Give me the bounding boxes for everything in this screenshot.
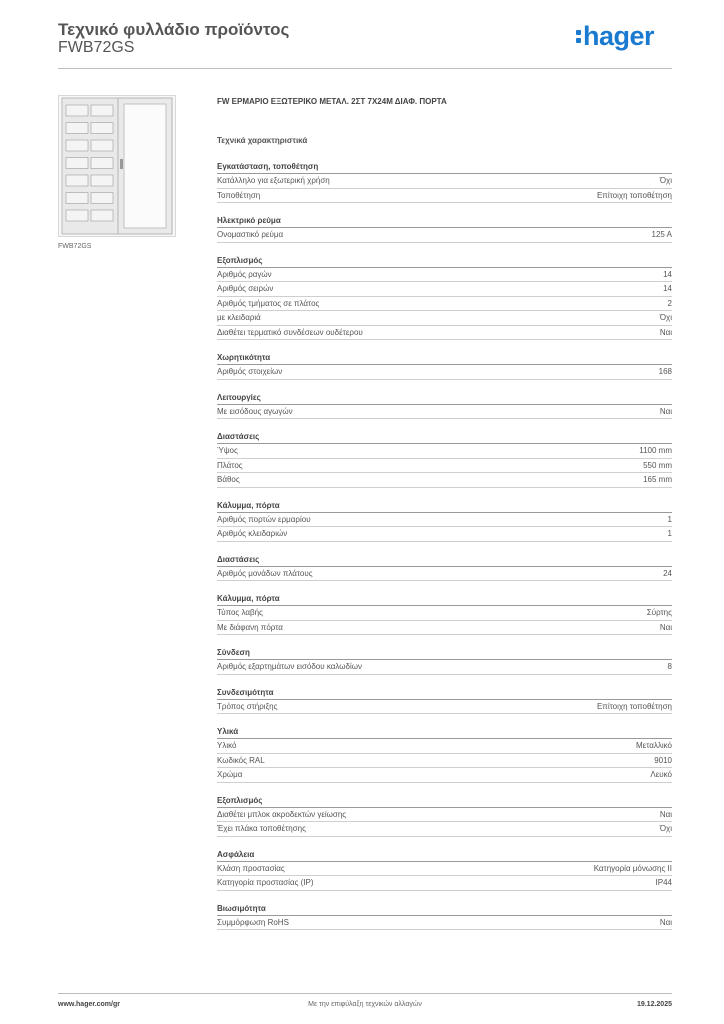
spec-label: Ονομαστικό ρεύμα — [217, 230, 284, 239]
spec-row — [217, 311, 672, 326]
product-code: FWB72GS — [58, 39, 135, 56]
page-title: Τεχνικό φυλλάδιο προϊόντος — [58, 20, 290, 39]
rail-module — [91, 175, 113, 186]
spec-group — [217, 646, 672, 675]
spec-row — [217, 768, 672, 783]
spec-row — [217, 282, 672, 297]
page-footer — [58, 993, 672, 1008]
spec-value: Σύρτης — [646, 608, 672, 617]
spec-group-title: Χωρητικότητα — [217, 351, 672, 365]
spec-value: Ναι — [659, 327, 672, 337]
spec-value: Επίτοιχη τοποθέτηση — [596, 190, 672, 200]
spec-value: Μεταλλικό — [635, 741, 672, 750]
rail-module — [91, 140, 113, 151]
spec-row — [217, 365, 672, 380]
section-heading: Τεχνικά χαρακτηριστικά — [217, 136, 308, 145]
rail-module — [91, 193, 113, 204]
rail-module — [66, 158, 88, 169]
spec-row — [217, 268, 672, 283]
rail-module — [66, 193, 88, 204]
spec-row — [217, 754, 672, 769]
spec-row — [217, 862, 672, 877]
spec-label: Συμμόρφωση RoHS — [217, 917, 289, 927]
spec-row — [217, 174, 672, 189]
spec-label: Τρόπος στήριξης — [217, 701, 278, 711]
spec-group — [217, 254, 672, 341]
spec-label: Υλικό — [217, 741, 237, 750]
spec-value: 1 — [667, 529, 672, 538]
header-divider — [58, 68, 672, 69]
spec-label: Διαθέτει τερματικό συνδέσεων ουδέτερου — [217, 327, 363, 337]
spec-value: 24 — [663, 568, 672, 578]
spec-label: με κλειδαριά — [217, 313, 261, 322]
spec-label: Έχει πλάκα τοποθέτησης — [217, 824, 306, 833]
product-description: FW ΕΡΜΑΡΙΟ ΕΞΩΤΕΡΙΚΟ ΜΕΤΑΛ. 2ΣΤ 7Χ24Μ ΔΙΑΦ. ΠΟΡΤΑ — [217, 97, 447, 106]
spec-content — [217, 97, 672, 941]
logo-text: hager — [582, 21, 654, 51]
spec-group-title: Συνδεσιμότητα — [217, 686, 672, 700]
spec-group-title: Κάλυμμα, πόρτα — [217, 499, 672, 513]
spec-group-title: Σύνδεση — [217, 646, 672, 660]
spec-group-title: Διαστάσεις — [217, 553, 672, 567]
spec-label: Βάθος — [217, 475, 240, 484]
spec-row — [217, 473, 672, 488]
spec-label: Ύψος — [217, 446, 238, 455]
spec-group-title: Λειτουργίες — [217, 391, 672, 405]
spec-value: 1100 mm — [639, 446, 672, 455]
rail-module — [91, 123, 113, 134]
spec-value: 8 — [667, 662, 672, 671]
page-header — [58, 20, 672, 70]
spec-value: 168 — [658, 367, 672, 376]
rail-module — [66, 210, 88, 221]
spec-group — [217, 499, 672, 542]
spec-value: 1 — [667, 514, 672, 524]
logo-mark-icon — [576, 30, 581, 43]
rail-module — [66, 105, 88, 116]
spec-row — [217, 527, 672, 542]
spec-label: Διαθέτει μπλοκ ακροδεκτών γείωσης — [217, 809, 347, 819]
spec-label: Χρώμα — [217, 770, 243, 779]
hager-logo — [576, 22, 654, 50]
spec-value: Επίτοιχη τοποθέτηση — [596, 701, 672, 711]
spec-row — [217, 606, 672, 621]
spec-label: Κωδικός RAL — [217, 755, 265, 765]
spec-group — [217, 160, 672, 203]
spec-group-title: Εγκατάσταση, τοποθέτηση — [217, 160, 672, 174]
spec-label: Αριθμός πορτών ερμαρίου — [217, 514, 311, 524]
spec-row — [217, 567, 672, 582]
spec-row — [217, 808, 672, 823]
spec-label: Με διάφανη πόρτα — [217, 622, 283, 632]
spec-label: Τύπος λαβής — [217, 608, 263, 617]
spec-value: 2 — [667, 298, 672, 308]
spec-row — [217, 660, 672, 675]
spec-row — [217, 228, 672, 243]
product-image — [58, 95, 176, 237]
spec-row — [217, 297, 672, 312]
spec-group — [217, 214, 672, 243]
spec-row — [217, 459, 672, 474]
spec-group — [217, 391, 672, 420]
spec-value: Λευκό — [650, 770, 672, 779]
spec-value: 550 mm — [643, 460, 672, 470]
image-caption: FWB72GS — [58, 243, 92, 250]
spec-label: Κατάλληλο για εξωτερική χρήση — [217, 176, 330, 185]
spec-group — [217, 430, 672, 488]
spec-label: Κλάση προστασίας — [217, 863, 285, 873]
spec-value: 14 — [663, 284, 672, 293]
rail-module — [91, 105, 113, 116]
spec-value: 9010 — [654, 755, 672, 765]
rail-module — [66, 140, 88, 151]
spec-group-title: Βιωσιμότητα — [217, 902, 672, 916]
spec-group — [217, 553, 672, 582]
spec-group-title: Υλικά — [217, 725, 672, 739]
footer-website: www.hager.com/gr — [58, 1001, 120, 1008]
footer-notice: Με την επιφύλαξη τεχνικών αλλαγών — [308, 1001, 422, 1008]
spec-label: Αριθμός τμήματος σε πλάτος — [217, 298, 320, 308]
spec-value: Ναι — [659, 809, 672, 819]
spec-group-title: Διαστάσεις — [217, 430, 672, 444]
spec-group — [217, 351, 672, 380]
spec-row — [217, 822, 672, 837]
spec-group-title: Ασφάλεια — [217, 848, 672, 862]
spec-label: Με εισόδους αγωγών — [217, 406, 293, 416]
spec-label: Αριθμός κλειδαριών — [217, 529, 288, 538]
spec-group — [217, 848, 672, 891]
rail-module — [66, 123, 88, 134]
spec-value: IP44 — [655, 878, 672, 887]
spec-value: 165 mm — [643, 475, 672, 484]
rail-module — [91, 210, 113, 221]
spec-label: Αριθμός εξαρτημάτων εισόδου καλωδίων — [217, 662, 362, 671]
spec-group — [217, 725, 672, 783]
spec-label: Κατηγορία προστασίας (IP) — [217, 878, 314, 887]
spec-row — [217, 405, 672, 420]
spec-row — [217, 700, 672, 715]
spec-row — [217, 326, 672, 341]
spec-group-title: Κάλυμμα, πόρτα — [217, 592, 672, 606]
spec-row — [217, 916, 672, 931]
spec-label: Αριθμός μονάδων πλάτους — [217, 568, 313, 578]
spec-row — [217, 739, 672, 754]
spec-row — [217, 444, 672, 459]
spec-group-title: Ηλεκτρικό ρεύμα — [217, 214, 672, 228]
spec-value: Όχι — [659, 824, 672, 833]
spec-value: 125 A — [651, 230, 672, 239]
spec-value: Όχι — [659, 176, 672, 185]
spec-value: Ναι — [659, 406, 672, 416]
spec-row — [217, 189, 672, 204]
spec-group-title: Εξοπλισμός — [217, 794, 672, 808]
spec-label: Πλάτος — [217, 460, 243, 470]
spec-group-title: Εξοπλισμός — [217, 254, 672, 268]
spec-label: Αριθμός στοιχείων — [217, 367, 283, 376]
spec-row — [217, 513, 672, 528]
spec-value: Ναι — [659, 622, 672, 632]
spec-group — [217, 592, 672, 635]
spec-group — [217, 902, 672, 931]
rail-module — [91, 158, 113, 169]
spec-label: Αριθμός σειρών — [217, 284, 274, 293]
spec-value: 14 — [663, 269, 672, 279]
spec-row — [217, 621, 672, 636]
spec-groups — [217, 160, 672, 930]
footer-date: 19.12.2025 — [636, 1001, 672, 1008]
spec-value: Κατηγορία μόνωσης II — [593, 863, 672, 873]
spec-group — [217, 686, 672, 715]
spec-value: Όχι — [659, 313, 672, 322]
spec-label: Τοποθέτηση — [217, 190, 261, 200]
spec-label: Αριθμός ραγών — [217, 269, 272, 279]
rail-module — [66, 175, 88, 186]
spec-row — [217, 876, 672, 891]
spec-value: Ναι — [659, 917, 672, 927]
spec-group — [217, 794, 672, 837]
